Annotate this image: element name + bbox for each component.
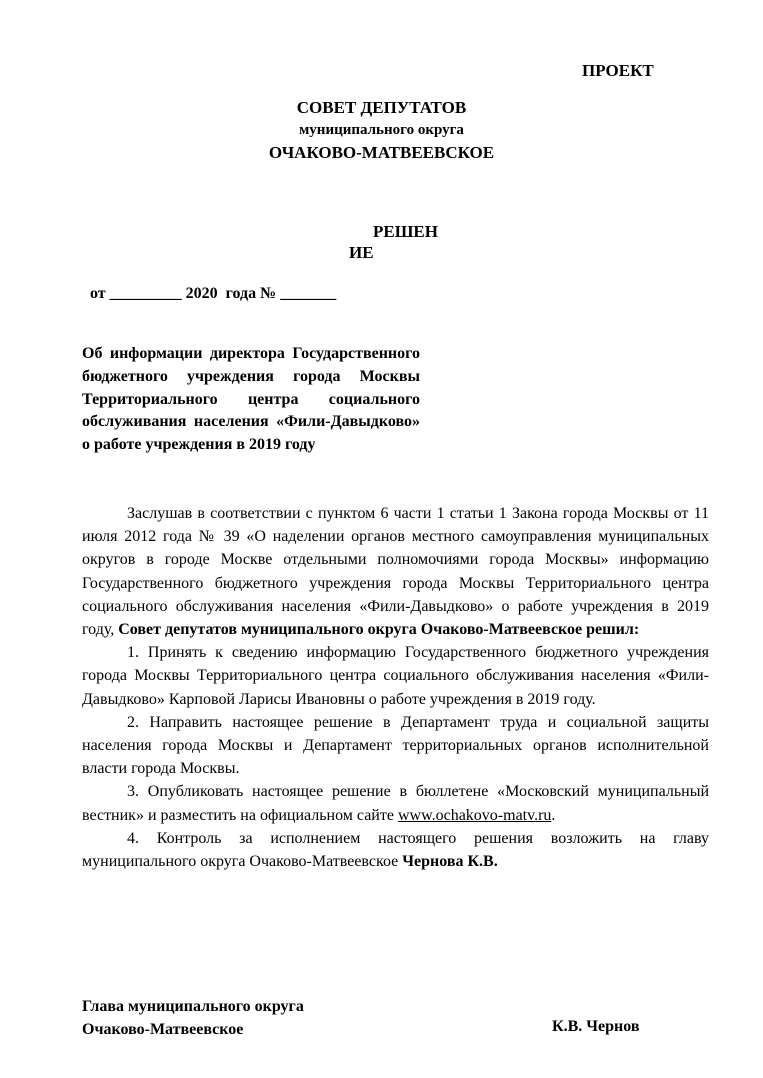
preamble-paragraph: [82, 502, 709, 641]
decision-title-part2: ИЕ: [349, 243, 374, 262]
item-4: [82, 827, 709, 873]
decision-subject: Об информации директора Государственного бюджетного учреждения города Москвы Территориального центра социального обслуживания населения «Фили-Давыдково» о работе учреждения в 2019 году: [82, 345, 420, 454]
decision-body: [82, 502, 709, 873]
item-3: [82, 780, 709, 826]
preamble-resolution: Совет депутатов муниципального округа Очаково-Матвеевское решил:: [118, 621, 640, 639]
item-1: 1. Принять к сведению информацию Государственного бюджетного учреждения города Москвы Территориального центра социального обслуживания населения «Фили-Давыдково» Карповой Ларисы Ивановны о работе учреждения в 2019 году.: [82, 644, 709, 708]
decision-title-part1: РЕШЕН: [373, 222, 438, 241]
item-3-text: 3. Опубликовать настоящее решение в бюллетене «Московский муниципальный вестник» и разместить на официальном сайте: [82, 783, 709, 824]
signatory-name: К.В. Чернов: [552, 1018, 640, 1035]
municipal-district-line: муниципального округа: [299, 122, 464, 138]
website-link[interactable]: www.ochakovo-matv.ru: [397, 806, 552, 824]
preamble-text: Заслушав в соответствии с пунктом 6 части 1 статьи 1 Закона города Москвы от 11 июля 2012 года № 39 «О наделении органов местного самоуправления муниципальных округов в городе Москве отдельными полномочиями города Москвы» информацию Государственного бюджетного учреждения города Москвы Территориального центра социального обслуживания населения «Фили-Давыдково» о работе учреждения в 2019 году,: [82, 505, 709, 639]
item-4-name: Чернова К.В.: [402, 853, 498, 871]
position-line-1: Глава муниципального округа: [82, 998, 304, 1015]
item-2: 2. Направить настоящее решение в Департамент труда и социальной защиты населения города Москвы и Департамент территориальных органов исполнительной власти города Москвы.: [82, 713, 709, 778]
decision-date-line: от _________ 2020 года № _______: [90, 285, 337, 302]
project-label: ПРОЕКТ: [582, 61, 654, 80]
item-3-end: .: [551, 806, 556, 824]
district-name: ОЧАКОВО-МАТВЕЕВСКОЕ: [268, 143, 495, 162]
council-title: СОВЕТ ДЕПУТАТОВ: [296, 98, 467, 117]
item-4-text: 4. Контроль за исполнением настоящего решения возложить на главу муниципального округа Очаково-Матвеевское: [82, 829, 709, 871]
position-line-2: Очаково-Матвеевское: [82, 1020, 244, 1038]
signature-position: [82, 996, 304, 1041]
